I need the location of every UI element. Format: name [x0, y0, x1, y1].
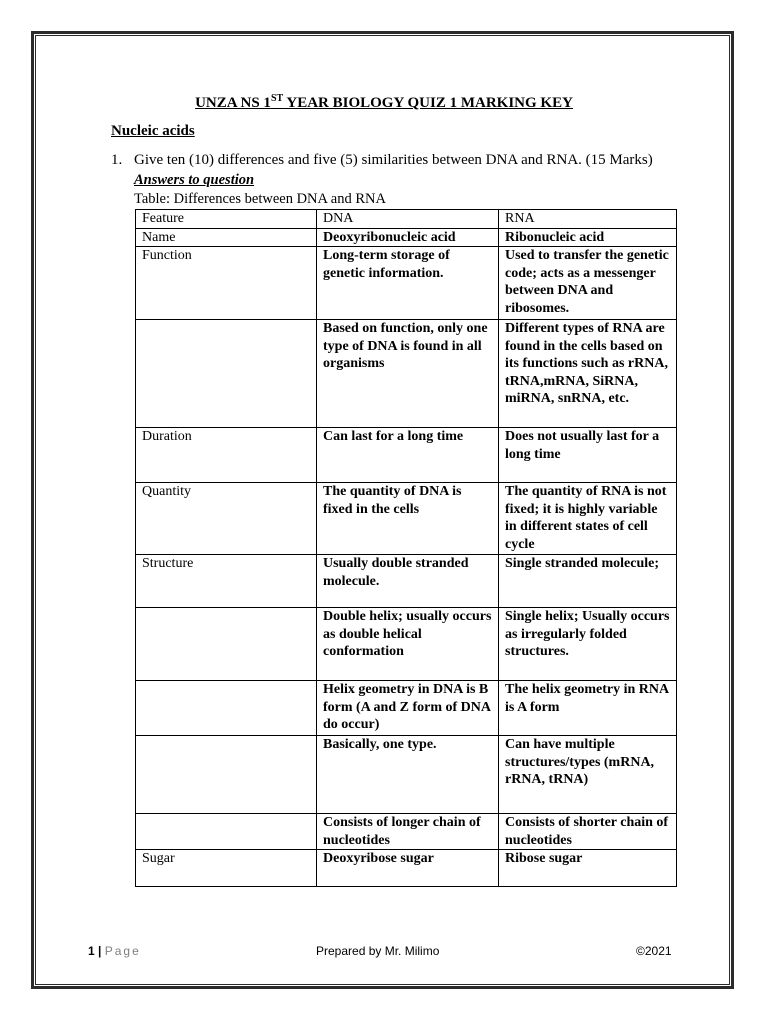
differences-table	[135, 209, 677, 887]
dna-cell: Deoxyribose sugar	[317, 850, 499, 887]
table-row	[136, 608, 677, 681]
header-dna: DNA	[317, 210, 499, 229]
header-feature: Feature	[136, 210, 317, 229]
dna-cell: Basically, one type.	[317, 736, 499, 814]
dna-cell: Deoxyribonucleic acid	[317, 228, 499, 247]
rna-cell: Consists of shorter chain of nucleotides	[499, 814, 677, 850]
dna-cell: Consists of longer chain of nucleotides	[317, 814, 499, 850]
feature-cell: Structure	[136, 555, 317, 608]
question-1	[111, 152, 653, 169]
feature-cell	[136, 736, 317, 814]
feature-cell: Function	[136, 247, 317, 320]
dna-cell: Helix geometry in DNA is B form (A and Z form of DNA do occur)	[317, 681, 499, 736]
feature-cell: Name	[136, 228, 317, 247]
dna-cell: Double helix; usually occurs as double helical conformation	[317, 608, 499, 681]
feature-cell: Quantity	[136, 483, 317, 555]
table-row	[136, 228, 677, 247]
footer-copyright: ©2021	[636, 944, 672, 958]
page-title: UNZA NS 1ST YEAR BIOLOGY QUIZ 1 MARKING KEY	[195, 93, 573, 111]
question-number: 1.	[111, 152, 123, 168]
answers-heading: Answers to question	[134, 172, 255, 188]
dna-cell: Based on function, only one type of DNA is found in all organisms	[317, 320, 499, 428]
dna-cell: The quantity of DNA is fixed in the cells	[317, 483, 499, 555]
feature-cell	[136, 608, 317, 681]
dna-cell: Can last for a long time	[317, 428, 499, 483]
question-text: Give ten (10) differences and five (5) similarities between DNA and RNA. (15 Marks)	[134, 152, 653, 168]
rna-cell: Used to transfer the genetic code; acts as a messenger between DNA and ribosomes.	[499, 247, 677, 320]
table-row	[136, 428, 677, 483]
table-row	[136, 483, 677, 555]
feature-cell: Sugar	[136, 850, 317, 887]
rna-cell: Single stranded molecule;	[499, 555, 677, 608]
section-heading: Nucleic acids	[111, 123, 195, 139]
feature-cell	[136, 320, 317, 428]
rna-cell: Different types of RNA are found in the cells based on its functions such as rRNA, tRNA,mRNA, SiRNA, miRNA, snRNA, etc.	[499, 320, 677, 428]
footer-page-number: 1 | Page	[88, 944, 141, 958]
rna-cell: Ribose sugar	[499, 850, 677, 887]
rna-cell: Ribonucleic acid	[499, 228, 677, 247]
table-row	[136, 736, 677, 814]
table-row	[136, 320, 677, 428]
table-header-row	[136, 210, 677, 229]
table-row	[136, 814, 677, 850]
table-caption: Table: Differences between DNA and RNA	[134, 191, 386, 207]
header-rna: RNA	[499, 210, 677, 229]
table-row	[136, 850, 677, 887]
rna-cell: Can have multiple structures/types (mRNA, rRNA, tRNA)	[499, 736, 677, 814]
footer-prepared-by: Prepared by Mr. Milimo	[316, 944, 440, 958]
rna-cell: Single helix; Usually occurs as irregularly folded structures.	[499, 608, 677, 681]
dna-cell: Usually double stranded molecule.	[317, 555, 499, 608]
rna-cell: The quantity of RNA is not fixed; it is highly variable in different states of cell cycle	[499, 483, 677, 555]
feature-cell	[136, 681, 317, 736]
table-row	[136, 247, 677, 320]
feature-cell	[136, 814, 317, 850]
feature-cell: Duration	[136, 428, 317, 483]
table-row	[136, 681, 677, 736]
table-row	[136, 555, 677, 608]
rna-cell: Does not usually last for a long time	[499, 428, 677, 483]
rna-cell: The helix geometry in RNA is A form	[499, 681, 677, 736]
dna-cell: Long-term storage of genetic information.	[317, 247, 499, 320]
